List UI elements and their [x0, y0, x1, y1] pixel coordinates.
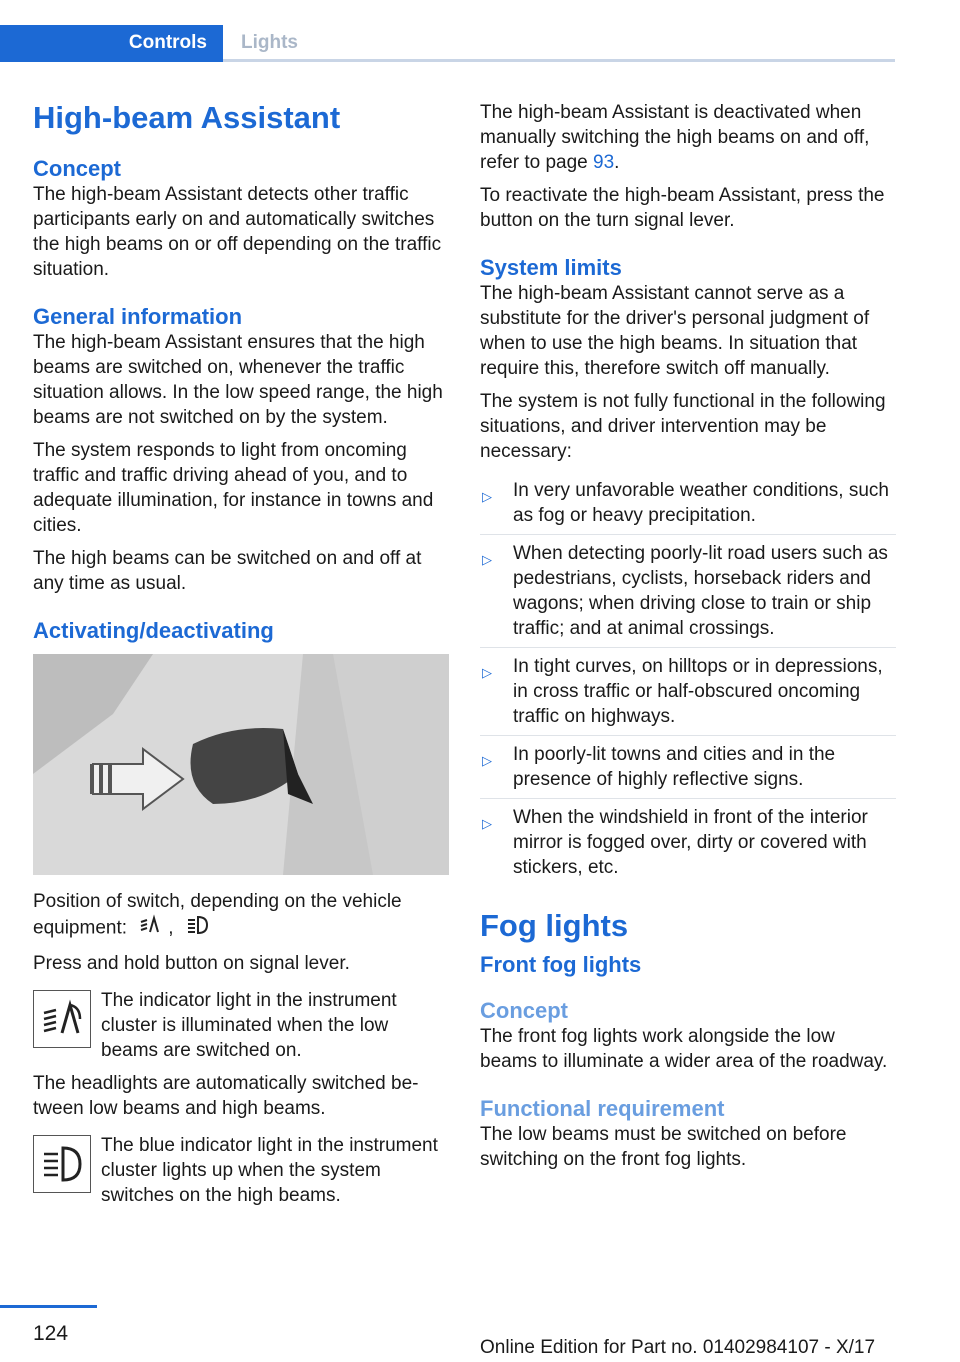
press-hold-text: Press and hold button on signal lever. — [33, 953, 350, 974]
turn-signal-lever-photo — [33, 654, 449, 875]
system-limits-text-2: The system is not fully functional in the following situations, and driver intervention may be necessary: — [480, 391, 886, 462]
indicator-low-beam — [33, 988, 449, 1063]
general-text-1: The high-beam Assistant ensures that the high beams are switched on, whenever the traffic situation allows. In the low speed range, the high beams are not switched on by the system. — [33, 332, 443, 428]
subsection-tab: Lights — [241, 32, 298, 53]
triangle-bullet-icon: ▷ — [482, 552, 492, 567]
list-item: ▷ In poorly-lit towns and cities and in the presence of highly reflective signs. — [480, 736, 896, 799]
section-tab: Controls — [0, 25, 223, 62]
activating-heading: Activating/deactivating — [33, 618, 274, 643]
left-column — [33, 100, 449, 1216]
general-text-3: The high beams can be switched on and off at any time as usual. — [33, 548, 422, 594]
indicator-low-beam-text: The indicator light in the instrument cluster is illuminated when the low beams are switched on. — [101, 990, 397, 1061]
system-limits-text-1: The high-beam Assistant cannot serve as a substitute for the driver's personal judgment of when to use the high beams. In situation that require this, therefore switch off manually. — [480, 283, 870, 379]
high-beam-indicator-icon — [33, 1135, 91, 1193]
triangle-bullet-icon: ▷ — [482, 489, 492, 504]
list-item: ▷ In very unfavorable weather conditions, such as fog or heavy precipitation. — [480, 472, 896, 535]
auto-switch-text: The headlights are automatically switched between low beams and high beams. — [33, 1073, 419, 1119]
page-link-93[interactable]: 93 — [593, 152, 615, 173]
fog-concept-text: The front fog lights work alongside the low beams to illuminate a wider area of the roadway. — [480, 1026, 888, 1072]
general-text-2: The system responds to light from oncoming traffic and traffic driving ahead of you, and to adequate illumination, for instance in towns and cities. — [33, 440, 434, 536]
header-rule — [223, 59, 895, 62]
high-beam-icon — [185, 914, 209, 943]
page-title: High-beam Assistant — [33, 100, 341, 135]
page-header — [0, 25, 895, 62]
system-limits-list — [480, 472, 896, 886]
general-heading: General information — [33, 304, 243, 329]
list-item: ▷ When the windshield in front of the interior mirror is fogged over, dirty or covered with stickers, etc. — [482, 807, 868, 878]
list-item: ▷ In tight curves, on hilltops or in depressions, in cross traffic or half-obscured oncoming traffic on highways. — [480, 648, 896, 736]
indicator-high-beam-text: The blue indicator light in the instrument cluster lights up when the system switches on the high beams. — [101, 1135, 438, 1206]
high-beam-assistant-indicator-icon — [33, 990, 91, 1048]
fog-concept-heading: Concept — [480, 998, 568, 1023]
fog-lights-title: Fog lights — [480, 908, 629, 943]
triangle-bullet-icon: ▷ — [482, 665, 492, 680]
high-beam-assistant-icon — [138, 914, 162, 943]
triangle-bullet-icon: ▷ — [482, 753, 492, 768]
switch-position-text: Position of switch, depending on the vehicle equipment: , — [33, 889, 449, 943]
lever-illustration — [33, 654, 449, 875]
functional-requirement-text: The low beams must be switched on before switching on the front fog lights. — [480, 1124, 847, 1170]
reactivation-text: To reactivate the high-beam Assistant, press the button on the turn signal lever. — [480, 185, 885, 231]
front-fog-heading: Front fog lights — [480, 952, 642, 977]
right-column — [480, 100, 896, 1180]
indicator-high-beam — [33, 1133, 449, 1208]
concept-text: The high-beam Assistant detects other traffic participants early on and automatically switches the high beams on or off depending on the traffic situation. — [33, 184, 442, 280]
footer-rule — [0, 1305, 97, 1308]
deactivation-text: The high-beam Assistant is deactivated when manually switching the high beams on and off, refer to page 93. — [480, 102, 870, 173]
functional-requirement-heading: Functional requirement — [480, 1096, 725, 1121]
list-item: ▷ When detecting poorly-lit road users such as pedestrians, cyclists, horseback riders and wagons; when driving close to train or ship traffic; and at animal crossings. — [480, 535, 896, 648]
triangle-bullet-icon: ▷ — [482, 816, 492, 831]
edition-note: Online Edition for Part no. 01402984107 - X/17 — [480, 1337, 876, 1358]
concept-heading: Concept — [33, 156, 121, 181]
page-number: 124 — [33, 1322, 69, 1345]
system-limits-heading: System limits — [480, 255, 622, 280]
